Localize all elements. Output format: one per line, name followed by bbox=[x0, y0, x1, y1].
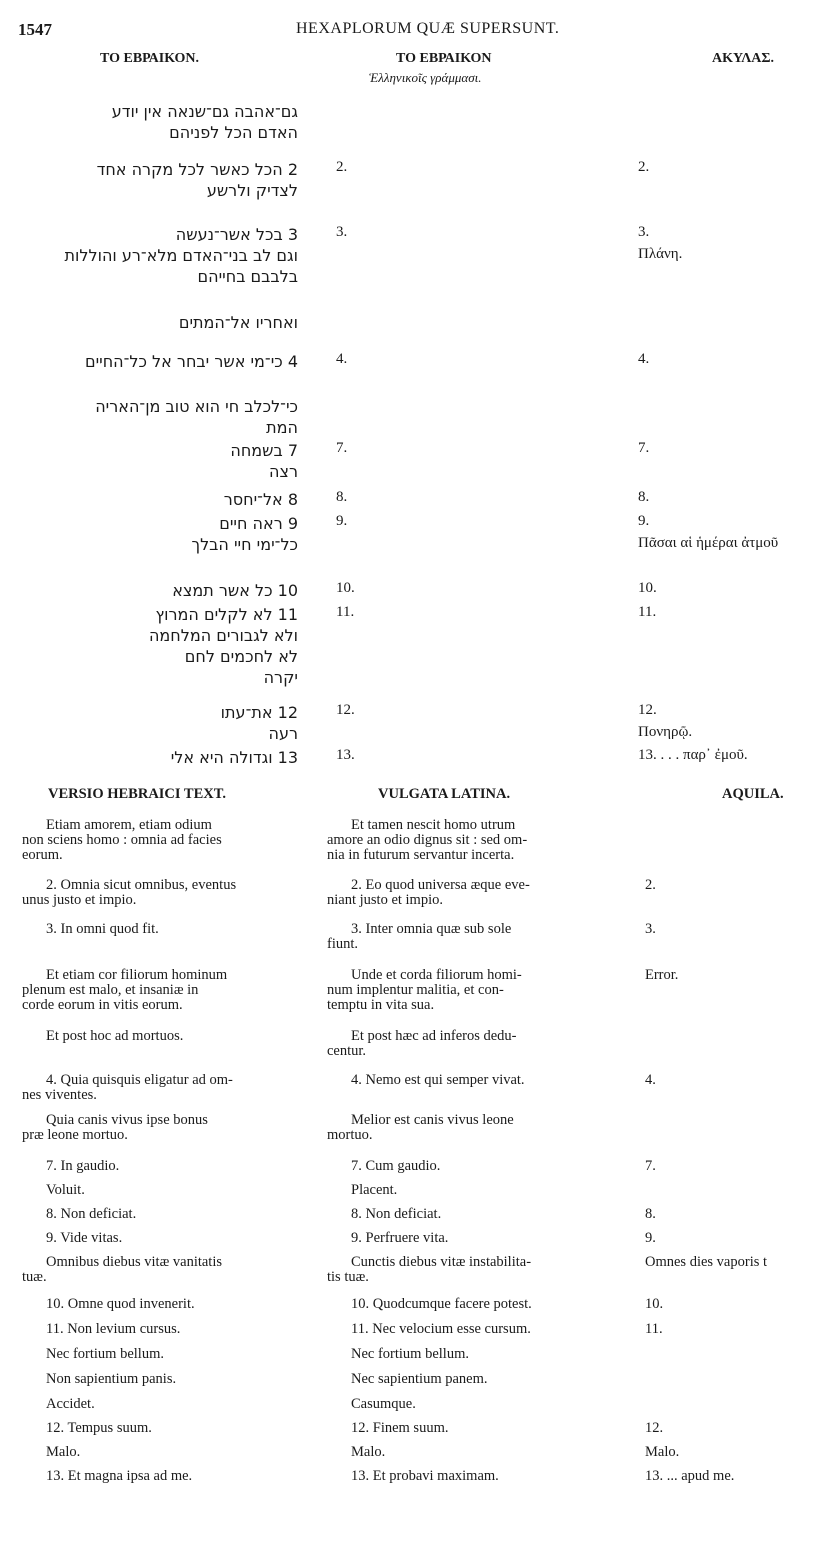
vulgata-entry-line: Placent. bbox=[351, 1182, 398, 1198]
hebrew-verse bbox=[10, 351, 298, 372]
vulgata-entry-line: 9. Perfruere vita. bbox=[351, 1230, 449, 1246]
hebrew-verse bbox=[10, 580, 298, 601]
transliteration-verse-number: 9. bbox=[336, 513, 348, 529]
hebrew-line: בלבבם בחייהם bbox=[197, 267, 298, 286]
column-header-transliteration: ΤΟ ΕΒΡΑΙΚΟΝ bbox=[396, 51, 492, 66]
versio-hebraici-entry bbox=[22, 1397, 316, 1412]
vulgata-entry bbox=[327, 818, 617, 863]
aquila-latin-entry-line: Malo. bbox=[645, 1444, 680, 1460]
vulgata-entry bbox=[327, 922, 617, 952]
hebrew-line: לצדיק ולרשע bbox=[206, 181, 298, 200]
hebrew-verse bbox=[10, 440, 298, 482]
vulgata-entry bbox=[327, 1297, 617, 1312]
versio-hebraici-entry-line: 10. Omne quod invenerit. bbox=[46, 1296, 195, 1312]
vulgata-entry-line: niant justo et impio. bbox=[327, 892, 443, 908]
vulgata-entry bbox=[327, 1159, 617, 1174]
aquila-greek-reading: 3. bbox=[638, 224, 650, 240]
versio-hebraici-entry bbox=[22, 1469, 316, 1484]
versio-hebraici-entry-line: corde eorum in vitis eorum. bbox=[22, 997, 183, 1013]
aquila-latin-entry bbox=[645, 1231, 815, 1246]
hebrew-line: 4 כי־מי אשר יבחר אל כל־החיים bbox=[84, 352, 298, 371]
vulgata-entry bbox=[327, 1445, 617, 1460]
vulgata-entry-line: 2. Eo quod universa æque eve- bbox=[351, 877, 530, 893]
vulgata-entry-line: num implentur malitia, et con- bbox=[327, 982, 504, 998]
column-header-versio: VERSIO HEBRAICI TEXT. bbox=[48, 786, 226, 802]
aquila-latin-entry-line: 4. bbox=[645, 1072, 656, 1088]
hebrew-line: 12 את־עתו bbox=[220, 703, 298, 722]
hebrew-line: 2 הכל כאשר לכל מקרה אחד bbox=[96, 160, 298, 179]
vulgata-entry-line: 10. Quodcumque facere potest. bbox=[351, 1296, 532, 1312]
aquila-latin-entry-line: 12. bbox=[645, 1420, 664, 1436]
vulgata-entry bbox=[327, 1469, 617, 1484]
versio-hebraici-entry bbox=[22, 1445, 316, 1460]
aquila-latin-entry-line: 7. bbox=[645, 1158, 656, 1174]
aquila-greek-reading: 13. . . . παρ᾽ ἐμοῦ. bbox=[638, 747, 748, 763]
hebrew-line: רעה bbox=[268, 724, 298, 743]
versio-hebraici-entry-line: 7. In gaudio. bbox=[46, 1158, 120, 1174]
vulgata-entry-line: tis tuæ. bbox=[327, 1269, 369, 1285]
vulgata-entry-line: Unde et corda filiorum homi- bbox=[351, 967, 522, 983]
aquila-latin-entry bbox=[645, 1421, 815, 1436]
hebrew-verse bbox=[10, 159, 298, 201]
aquila-greek-reading: 11. bbox=[638, 604, 657, 620]
vulgata-entry-line: Cunctis diebus vitæ instabilita- bbox=[351, 1254, 532, 1270]
versio-hebraici-entry-line: Malo. bbox=[46, 1444, 81, 1460]
aquila-latin-entry-line: 10. bbox=[645, 1296, 664, 1312]
vulgata-entry-line: 8. Non deficiat. bbox=[351, 1206, 442, 1222]
vulgata-entry bbox=[327, 1073, 617, 1088]
vulgata-entry-line: Nec sapientium panem. bbox=[351, 1371, 488, 1387]
vulgata-entry-line: Melior est canis vivus leone bbox=[351, 1112, 514, 1128]
aquila-latin-entry-line: 3. bbox=[645, 921, 656, 937]
vulgata-entry-line: 3. Inter omnia quæ sub sole bbox=[351, 921, 512, 937]
versio-hebraici-entry-line: Nec fortium bellum. bbox=[46, 1346, 164, 1362]
versio-hebraici-entry bbox=[22, 1231, 316, 1246]
versio-hebraici-entry-line: Etiam amorem, etiam odium bbox=[46, 817, 212, 833]
hebrew-line: כל־ימי חיי הבלך bbox=[191, 535, 298, 554]
vulgata-entry-line: Casumque. bbox=[351, 1396, 416, 1412]
versio-hebraici-entry-line: plenum est malo, et insaniæ in bbox=[22, 982, 199, 998]
versio-hebraici-entry bbox=[22, 1372, 316, 1387]
hebrew-line: 9 ראה חיים bbox=[219, 514, 298, 533]
vulgata-entry-line: Et post hæc ad inferos dedu- bbox=[351, 1028, 517, 1044]
aquila-latin-entry bbox=[645, 1445, 815, 1460]
versio-hebraici-entry-line: Omnibus diebus vitæ vanitatis bbox=[46, 1254, 223, 1270]
versio-hebraici-entry-line: 2. Omnia sicut omnibus, eventus bbox=[46, 877, 237, 893]
column-header-hebrew: ΤΟ ΕΒΡΑΙΚΟΝ. bbox=[100, 51, 199, 66]
versio-hebraici-entry-line: 8. Non deficiat. bbox=[46, 1206, 137, 1222]
versio-hebraici-entry bbox=[22, 1297, 316, 1312]
hebrew-line: 13 וגדולה היא אלי bbox=[170, 748, 298, 767]
aquila-latin-entry bbox=[645, 1469, 815, 1484]
versio-hebraici-entry bbox=[22, 1347, 316, 1362]
vulgata-entry bbox=[327, 1183, 617, 1198]
transliteration-verse-number: 12. bbox=[336, 702, 355, 718]
versio-hebraici-entry-line: Quia canis vivus ipse bonus bbox=[46, 1112, 208, 1128]
hebrew-line: 11 לא לקלים המרוץ bbox=[155, 605, 298, 624]
column-header-aquila-latin: AQUILA. bbox=[722, 786, 784, 802]
versio-hebraici-entry-line: 4. Quia quisquis eligatur ad om- bbox=[46, 1072, 233, 1088]
aquila-latin-entry bbox=[645, 1322, 815, 1337]
hebrew-line: וגם לב בני־האדם מלא־רע והוללות bbox=[64, 246, 298, 265]
vulgata-entry-line: temptu in vita sua. bbox=[327, 997, 435, 1013]
aquila-latin-entry-line: Omnes dies vaporis t bbox=[645, 1254, 768, 1270]
aquila-latin-entry-line: 11. bbox=[645, 1321, 663, 1337]
aquila-latin-entry bbox=[645, 1297, 815, 1312]
hebrew-verse bbox=[10, 604, 298, 688]
versio-hebraici-entry-line: Et etiam cor filiorum hominum bbox=[46, 967, 228, 983]
hebrew-line: 7 בשמחה bbox=[230, 441, 298, 460]
vulgata-entry-line: amore an odio dignus sit : sed om- bbox=[327, 832, 528, 848]
versio-hebraici-entry bbox=[22, 1255, 316, 1285]
versio-hebraici-entry-line: 3. In omni quod fit. bbox=[46, 921, 159, 937]
vulgata-entry bbox=[327, 878, 617, 908]
running-head: HEXAPLORUM QUÆ SUPERSUNT. bbox=[296, 20, 560, 37]
hebrew-line: לא לחכמים לחם bbox=[184, 647, 298, 666]
versio-hebraici-entry-line: 9. Vide vitas. bbox=[46, 1230, 123, 1246]
versio-hebraici-entry bbox=[22, 968, 316, 1013]
versio-hebraici-entry bbox=[22, 1183, 316, 1198]
vulgata-entry-line: 13. Et probavi maximam. bbox=[351, 1468, 499, 1484]
aquila-latin-entry-line: Error. bbox=[645, 967, 679, 983]
hebrew-line: 3 בכל אשר־נעשה bbox=[175, 225, 298, 244]
transliteration-verse-number: 8. bbox=[336, 489, 348, 505]
column-subheader-transliteration: Ἑλληνικοῖς γράμμασι. bbox=[369, 70, 482, 85]
vulgata-entry-line: Et tamen nescit homo utrum bbox=[351, 817, 516, 833]
versio-hebraici-entry bbox=[22, 1029, 316, 1044]
versio-hebraici-entry bbox=[22, 1421, 316, 1436]
vulgata-entry bbox=[327, 1029, 617, 1059]
versio-hebraici-entry-line: Et post hoc ad mortuos. bbox=[46, 1028, 184, 1044]
versio-hebraici-entry-line: tuæ. bbox=[22, 1269, 47, 1285]
hebrew-line: כי־לכלב חי הוא טוב מן־האריה bbox=[95, 397, 298, 416]
hebrew-verse bbox=[10, 702, 298, 744]
transliteration-verse-number: 7. bbox=[336, 440, 348, 456]
vulgata-entry-line: fiunt. bbox=[327, 936, 359, 952]
vulgata-entry bbox=[327, 968, 617, 1013]
versio-hebraici-entry-line: eorum. bbox=[22, 847, 63, 863]
vulgata-entry bbox=[327, 1372, 617, 1387]
aquila-latin-entry bbox=[645, 1073, 815, 1088]
vulgata-entry bbox=[327, 1231, 617, 1246]
aquila-greek-reading: 8. bbox=[638, 489, 650, 505]
hebrew-line: ולא לגבורים המלחמה bbox=[148, 626, 298, 645]
versio-hebraici-entry bbox=[22, 1113, 316, 1143]
hebrew-verse bbox=[10, 513, 298, 555]
vulgata-entry-line: 11. Nec velocium esse cursum. bbox=[351, 1321, 531, 1337]
aquila-latin-entry-line: 8. bbox=[645, 1206, 656, 1222]
versio-hebraici-entry-line: 12. Tempus suum. bbox=[46, 1420, 152, 1436]
aquila-latin-entry bbox=[645, 1159, 815, 1174]
vulgata-entry bbox=[327, 1207, 617, 1222]
vulgata-entry bbox=[327, 1113, 617, 1143]
vulgata-entry-line: Nec fortium bellum. bbox=[351, 1346, 469, 1362]
hebrew-verse bbox=[10, 489, 298, 510]
aquila-latin-entry bbox=[645, 968, 815, 983]
versio-hebraici-entry-line: nes viventes. bbox=[22, 1087, 97, 1103]
transliteration-verse-number: 13. bbox=[336, 747, 355, 763]
aquila-greek-reading: 2. bbox=[638, 159, 650, 175]
hebrew-verse bbox=[10, 396, 298, 438]
vulgata-entry bbox=[327, 1347, 617, 1362]
versio-hebraici-entry bbox=[22, 922, 316, 937]
column-header-vulgata: VULGATA LATINA. bbox=[378, 786, 511, 802]
versio-hebraici-entry-line: Accidet. bbox=[46, 1396, 95, 1412]
aquila-greek-reading: Πλάνη. bbox=[638, 246, 683, 262]
hebrew-line: יקרה bbox=[263, 668, 298, 687]
aquila-latin-entry-line: 2. bbox=[645, 877, 656, 893]
aquila-latin-entry bbox=[645, 878, 815, 893]
transliteration-verse-number: 4. bbox=[336, 351, 348, 367]
versio-hebraici-entry-line: unus justo et impio. bbox=[22, 892, 137, 908]
page-number: 1547 bbox=[18, 20, 52, 39]
versio-hebraici-entry-line: 13. Et magna ipsa ad me. bbox=[46, 1468, 193, 1484]
versio-hebraici-entry-line: 11. Non levium cursus. bbox=[46, 1321, 181, 1337]
aquila-greek-reading: 9. bbox=[638, 513, 650, 529]
vulgata-entry-line: Malo. bbox=[351, 1444, 386, 1460]
versio-hebraici-entry-line: Voluit. bbox=[46, 1182, 85, 1198]
transliteration-verse-number: 3. bbox=[336, 224, 348, 240]
versio-hebraici-entry bbox=[22, 1322, 316, 1337]
aquila-greek-reading: 12. bbox=[638, 702, 657, 718]
vulgata-entry-line: 4. Nemo est qui semper vivat. bbox=[351, 1072, 525, 1088]
versio-hebraici-entry-line: Non sapientium panis. bbox=[46, 1371, 177, 1387]
hebrew-line: ואחריו אל־המתים bbox=[178, 313, 298, 332]
versio-hebraici-entry-line: præ leone mortuo. bbox=[22, 1127, 128, 1143]
hebrew-verse bbox=[10, 747, 298, 768]
hebrew-line: המת bbox=[266, 418, 298, 437]
vulgata-entry bbox=[327, 1397, 617, 1412]
aquila-latin-entry-line: 13. ... apud me. bbox=[645, 1468, 735, 1484]
vulgata-entry-line: 12. Finem suum. bbox=[351, 1420, 449, 1436]
hebrew-line: 8 אל־יחסר bbox=[223, 490, 298, 509]
transliteration-verse-number: 10. bbox=[336, 580, 355, 596]
vulgata-entry-line: centur. bbox=[327, 1043, 367, 1059]
aquila-greek-reading: Πονηρῷ. bbox=[638, 724, 693, 740]
transliteration-verse-number: 2. bbox=[336, 159, 348, 175]
vulgata-entry bbox=[327, 1255, 617, 1285]
hebrew-line: רצה bbox=[269, 462, 298, 481]
hebrew-line: גם־אהבה גם־שנאה אין יודע bbox=[111, 102, 298, 121]
vulgata-entry-line: nia in futurum servantur incerta. bbox=[327, 847, 515, 863]
versio-hebraici-entry bbox=[22, 1073, 316, 1103]
aquila-greek-reading: 10. bbox=[638, 580, 657, 596]
aquila-latin-entry-line: 9. bbox=[645, 1230, 656, 1246]
aquila-latin-entry bbox=[645, 1255, 815, 1270]
vulgata-entry bbox=[327, 1421, 617, 1436]
hebrew-verse bbox=[10, 101, 298, 143]
versio-hebraici-entry bbox=[22, 878, 316, 908]
aquila-latin-entry bbox=[645, 922, 815, 937]
aquila-greek-reading: Πᾶσαι αἱ ἡμέραι ἀτμοῦ bbox=[638, 535, 779, 551]
hebrew-line: האדם הכל לפניהם bbox=[169, 123, 298, 142]
versio-hebraici-entry bbox=[22, 1159, 316, 1174]
aquila-greek-reading: 4. bbox=[638, 351, 650, 367]
aquila-greek-reading: 7. bbox=[638, 440, 650, 456]
aquila-latin-entry bbox=[645, 1207, 815, 1222]
versio-hebraici-entry bbox=[22, 818, 316, 863]
versio-hebraici-entry-line: non sciens homo : omnia ad facies bbox=[22, 832, 222, 848]
column-header-aquila-greek: ΑΚΥΛΑΣ. bbox=[712, 51, 775, 66]
vulgata-entry-line: mortuo. bbox=[327, 1127, 373, 1143]
versio-hebraici-entry bbox=[22, 1207, 316, 1222]
vulgata-entry-line: 7. Cum gaudio. bbox=[351, 1158, 441, 1174]
hebrew-line: 10 כל אשר תמצא bbox=[172, 581, 298, 600]
hebrew-verse bbox=[10, 224, 298, 287]
vulgata-entry bbox=[327, 1322, 617, 1337]
transliteration-verse-number: 11. bbox=[336, 604, 355, 620]
hebrew-verse bbox=[10, 312, 298, 333]
